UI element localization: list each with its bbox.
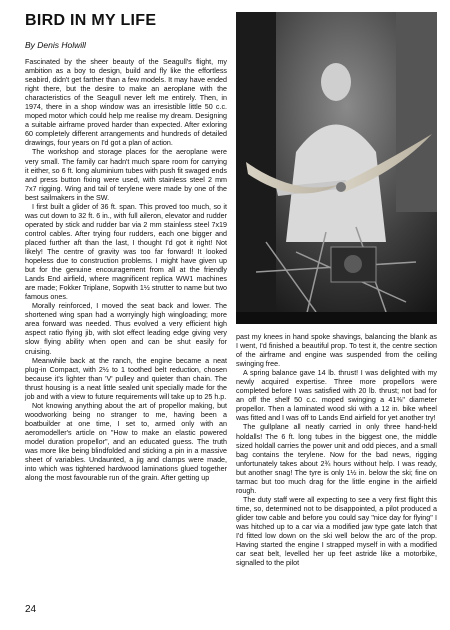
article-byline: By Denis Holwill xyxy=(25,40,86,50)
paragraph: I first built a glider of 36 ft. span. This proved too much, so it was cut down to 32 ft. 6 in., with full aileron, elevator and rudder operated by stick and rudder bar via 2 mm stainless steel 7x19 control cables. After trying four rudders, each one bigger and placed further aft than the last, I thought I'd got it right! Not likely! The centre of gravity was too far forward! It looked hopeless due to construction problems. I might have given up but for the genuine encouragement from all at the friendly Lands End airfield, where magnificent replica WW1 machines are made; Fokker Triplane, Sopwith 1½ strutter to name but two famous ones. xyxy=(25,202,227,302)
right-column xyxy=(236,333,437,568)
paragraph: A spring balance gave 14 lb. thrust! I was delighted with my newly acquired expertise. Three more propellors were completed before I was satisfied with 20 lb. thrust; not bad for an off the shelf 50 c.c. moped swinging a 41⅜" diameter propellor. Then a laminated wood ski with a 12 in. bike wheel was fitted and I was off to Lands End airfield for yet another try! xyxy=(236,369,437,423)
author-propeller-photo xyxy=(236,12,437,324)
paragraph: The workshop and storage places for the aeroplane were very small. The family car hadn't much spare room for carrying it either, so 6 ft. long aluminium tubes with push fit swaged ends and press button fixing were used, with stainless steel 2 mm 7x7 rigging. Wing and tail of terylene were made by one of the best sailmakers in the SW. xyxy=(25,148,227,202)
paragraph: Meanwhile back at the ranch, the engine became a neat plug-in Compact, with 2½ to 1 toothed belt reduction, chosen because it's lighter than 'V' pulley and quieter than chain. The thrust housing is a neat little sealed unit specially made for the job and with a view to future requirements will take up to 25 h.p. xyxy=(25,356,227,401)
paragraph: Morally reinforced, I moved the seat back and lower. The shortened wing span had a worryingly high wingloading; more area forward was needed. Thus evolved a very efficient high aspect ratio flying jib, with slot effect leading edge giving very slow flying ability when open and can be shut easily for cruising. xyxy=(25,302,227,356)
page-number: 24 xyxy=(25,604,37,615)
left-column xyxy=(25,58,227,483)
paragraph: past my knees in hand spoke shavings, balancing the blank as I went, I'd finished a beautiful prop. To test it, the centre section of the airframe and engine was suspended from the ceiling swinging free. xyxy=(236,333,437,369)
paragraph: The duty staff were all expecting to see a very first flight this time, so, determined not to be disappointed, a pilot produced a glider tow cable and before you could say "nice day for flying" I was hitched up to a car via a modified jaw type gate latch that I'd fitted low down on the ski well below the arc of the prop. Having started the engine I strapped myself in with a modified car seat belt, levelled her up feet astride like a motorbike, signalled to the pilot xyxy=(236,495,437,568)
paragraph: The gullplane all neatly carried in only three hand-held holdalls! The 6 ft. long tubes in the biggest one, the middle sized holdall carries the power unit and odd pieces, and a small bag contains the terylene. Now for the bad news, rigging unfortunately takes about 2¾ hours without help. I was ready, but another snag! The tyre is only 1½ in. below the ski; fine on tarmac but too much drag for the little engine in the airfield rough. xyxy=(236,423,437,495)
article-title: BIRD IN MY LIFE xyxy=(25,12,157,29)
paragraph: Fascinated by the sheer beauty of the Seagull's flight, my ambition as a boy to design, build and fly like the effortless seabird, didn't get farther than a few models. It may have ended right there, but the desire to make an aeroplane with the characteristics of the Seagull never left me entirely. Then, in 1974, there in a shop window was an irresistible little 50 c.c. moped motor which could help me realise my dream. Designing a suitable airframe proved harder than expected. After exloring 60 completely different arrangements and hundreds of detailed drawings, four years on I'd got a plan of action. xyxy=(25,58,227,148)
photo-illustration xyxy=(236,12,437,324)
paragraph: Not knowing anything about the art of propellor making, but woodworking being no stranger to me, having been a boatbuilder at one time, I set to, armed only with an aeromodeller's article on "How to make an elastic powered model duration propellor", and an educated guess. The truth was more like being blindfolded and sticking a pin in a massive sheet of variables. Undaunted, a jig and clamps were made, into which was tightened hardwood laminations glued together along the most favourable run of the grain. After getting up xyxy=(25,401,227,483)
